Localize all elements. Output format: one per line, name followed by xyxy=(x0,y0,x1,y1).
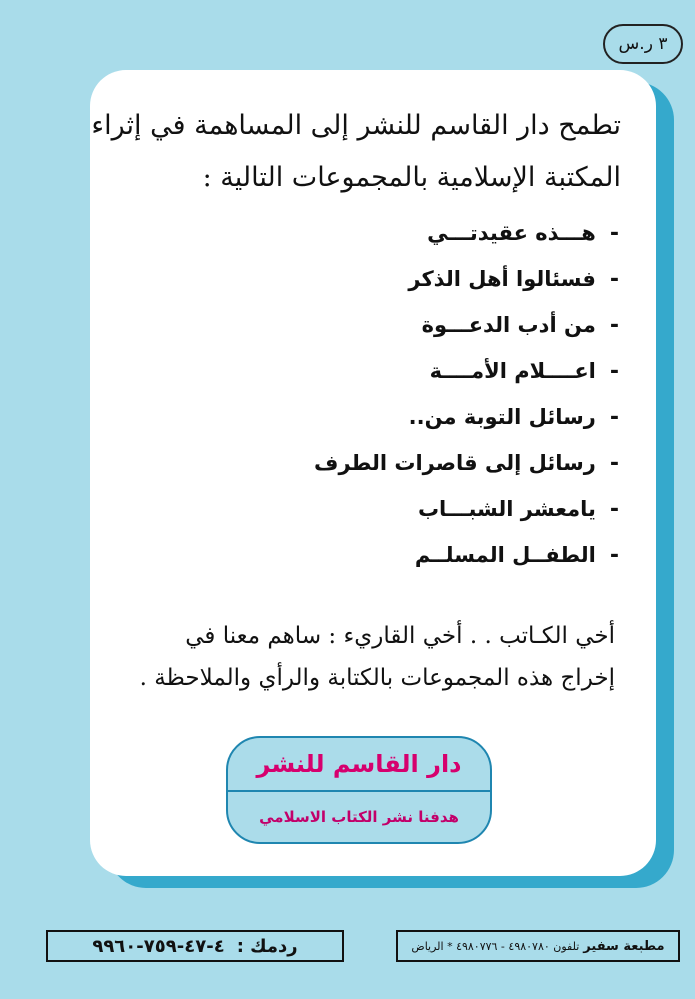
publisher-slogan: هدفنا نشر الكتاب الاسلامي xyxy=(259,808,459,826)
price-badge xyxy=(603,24,683,64)
intro-paragraph xyxy=(91,100,621,204)
series-item xyxy=(219,394,619,440)
intro-line-1: تطمح دار القاسم للنشر إلى المساهمة في إثراء xyxy=(91,110,621,141)
series-title: اعــــلام الأمــــة xyxy=(429,359,596,383)
list-dash: - xyxy=(609,450,619,476)
series-title: الطفــل المسلــم xyxy=(414,543,596,567)
list-dash: - xyxy=(609,496,619,522)
isbn-box xyxy=(46,930,344,962)
series-item xyxy=(219,486,619,532)
printer-name: مطبعة سفير xyxy=(583,938,665,954)
isbn-label: ردمك : xyxy=(236,935,298,957)
series-title: يامعشر الشبـــاب xyxy=(417,497,596,521)
list-dash: - xyxy=(609,358,619,384)
list-dash: - xyxy=(609,312,619,338)
list-dash: - xyxy=(609,542,619,568)
series-title: من أدب الدعـــوة xyxy=(421,313,596,337)
isbn-value: ٤-٤٧-٧٥٩-٩٩٦٠ xyxy=(92,935,225,957)
series-title: رسائل إلى قاصرات الطرف xyxy=(314,451,596,475)
publisher-logo-box xyxy=(226,736,492,844)
publisher-name: دار القاسم للنشر xyxy=(256,750,462,778)
series-item xyxy=(219,348,619,394)
appeal-line-1: أخي الكـاتب . . أخي القاريء : ساهم معنا في xyxy=(185,623,615,649)
list-dash: - xyxy=(609,220,619,246)
list-dash: - xyxy=(609,404,619,430)
appeal-paragraph xyxy=(115,615,615,699)
series-item xyxy=(219,532,619,578)
series-item xyxy=(219,256,619,302)
printer-contact: تلفون ٤٩٨٠٧٨٠ - ٤٩٨٠٧٧٦ * الرياض xyxy=(411,939,580,953)
intro-line-2: المكتبة الإسلامية بالمجموعات التالية : xyxy=(202,162,621,193)
series-item xyxy=(219,440,619,486)
appeal-line-2: إخراج هذه المجموعات بالكتابة والرأي والملاحظة . xyxy=(139,665,615,691)
series-title: فسئالوا أهل الذكر xyxy=(408,267,596,291)
series-item xyxy=(219,210,619,256)
series-list xyxy=(219,210,619,578)
series-title: رسائل التوبة من.. xyxy=(408,405,596,429)
series-item xyxy=(219,302,619,348)
printer-box xyxy=(396,930,680,962)
series-title: هـــذه عقيدتـــي xyxy=(427,221,596,245)
list-dash: - xyxy=(609,266,619,292)
price-text: ٣ ر.س xyxy=(618,34,668,54)
